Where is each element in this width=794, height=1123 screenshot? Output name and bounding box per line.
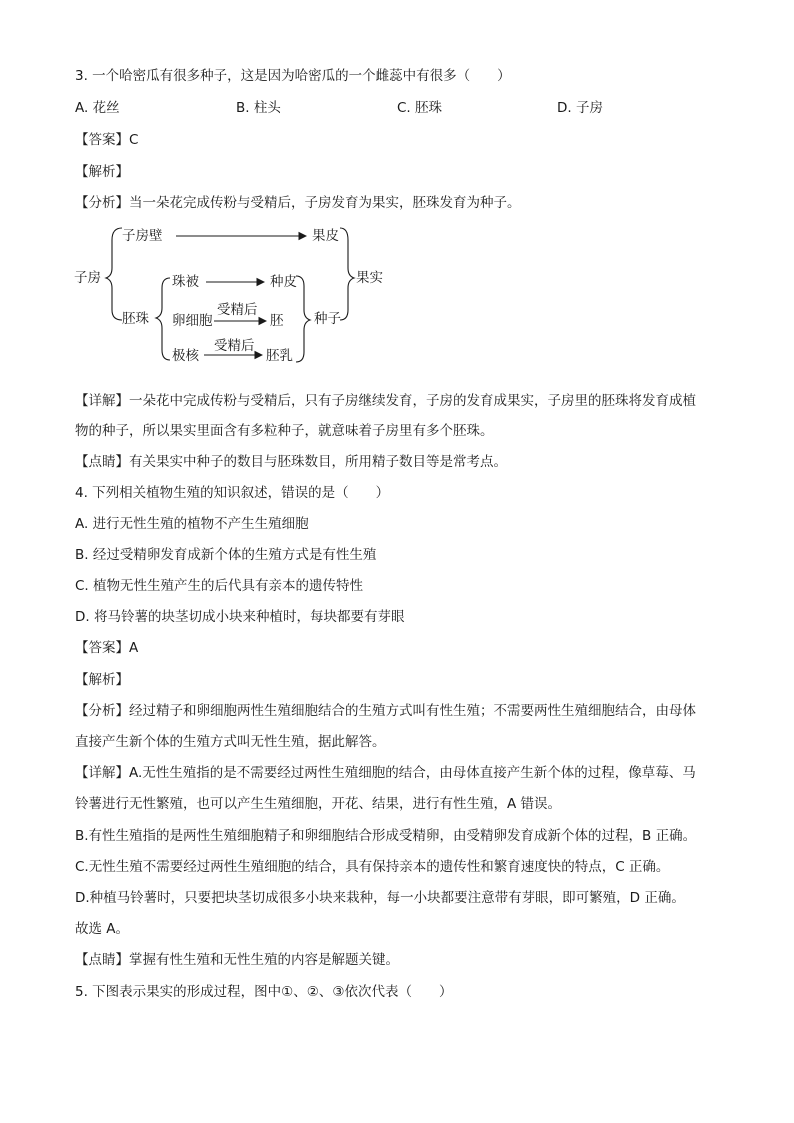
ovary-brace — [106, 228, 122, 320]
label-peel: 果皮 — [312, 228, 339, 244]
q3-xiangjie-2: 物的种子，所以果实里面含有多粒种子，就意味着子房里有多个胚珠。 — [75, 423, 494, 439]
label-embryo: 胚 — [270, 313, 284, 329]
q4-xiangjie-1: 【详解】A.无性生殖指的是不需要经过两性生殖细胞的结合，由母体直接产生新个体的过程，像草莓、马 — [75, 765, 696, 781]
q4-fenxi-2: 直接产生新个体的生殖方式叫无性生殖，据此解答。 — [75, 734, 386, 750]
q4-analysis-label: 【解析】 — [75, 672, 129, 688]
q3-dianjing: 【点睛】有关果实中种子的数目与胚珠数目，所用精子数目等是常考点。 — [75, 454, 507, 470]
label-after-fertilization-2: 受精后 — [214, 338, 255, 354]
label-fruit: 果实 — [356, 270, 383, 286]
q4-option-a: A. 进行无性生殖的植物不产生生殖细胞 — [75, 516, 309, 532]
q3-option-a: A. 花丝 — [75, 100, 120, 116]
q4-b-line: B.有性生殖指的是两性生殖细胞精子和卵细胞结合形成受精卵，由受精卵发育成新个体的过程，B 正确。 — [75, 828, 697, 844]
q4-stem: 4. 下列相关植物生殖的知识叙述，错误的是（ ） — [75, 485, 390, 501]
q3-option-b: B. 柱头 — [236, 100, 281, 116]
label-polar-nuclei: 极核 — [172, 348, 199, 364]
q5-stem: 5. 下图表示果实的形成过程，图中①、②、③依次代表（ ） — [75, 984, 453, 1000]
ovule-brace — [156, 278, 170, 360]
fruit-formation-diagram — [74, 222, 394, 382]
label-ovary: 子房 — [74, 270, 101, 286]
q3-option-c: C. 胚珠 — [397, 100, 443, 116]
q4-option-b: B. 经过受精卵发育成新个体的生殖方式是有性生殖 — [75, 547, 377, 563]
q4-option-d: D. 将马铃薯的块茎切成小块来种植时，每块都要有芽眼 — [75, 609, 405, 625]
label-seed-coat: 种皮 — [270, 274, 297, 290]
q4-c-line: C.无性生殖不需要经过两性生殖细胞的结合，具有保持亲本的遗传性和繁育速度快的特点，C 正确。 — [75, 859, 670, 875]
label-integument: 珠被 — [172, 274, 199, 290]
seed-brace — [296, 276, 310, 362]
q3-xiangjie-1: 【详解】一朵花中完成传粉与受精后，只有子房继续发育，子房的发育成果实，子房里的胚珠将发育成植 — [75, 393, 696, 409]
q4-d-line: D.种植马铃薯时，只要把块茎切成很多小块来栽种，每一小块都要注意带有芽眼，即可繁殖，D 正确。 — [75, 890, 685, 906]
q3-option-d: D. 子房 — [557, 100, 603, 116]
q4-option-c: C. 植物无性生殖产生的后代具有亲本的遗传特性 — [75, 578, 364, 594]
q4-conclusion: 故选 A。 — [75, 921, 130, 937]
q3-fenxi: 【分析】当一朵花完成传粉与受精后，子房发育为果实，胚珠发育为种子。 — [75, 195, 521, 211]
q4-xiangjie-2: 铃薯进行无性繁殖，也可以产生生殖细胞，开花、结果，进行有性生殖，A 错误。 — [75, 796, 562, 812]
fruit-brace — [340, 228, 354, 320]
label-after-fertilization-1: 受精后 — [217, 302, 258, 318]
q3-answer: 【答案】C — [75, 132, 139, 148]
q4-answer: 【答案】A — [75, 640, 139, 656]
label-ovary-wall: 子房壁 — [122, 228, 163, 244]
q4-fenxi-1: 【分析】经过精子和卵细胞两性生殖细胞结合的生殖方式叫有性生殖；不需要两性生殖细胞结合，由母体 — [75, 703, 696, 719]
q4-dianjing: 【点睛】掌握有性生殖和无性生殖的内容是解题关键。 — [75, 952, 399, 968]
q3-analysis-label: 【解析】 — [75, 164, 129, 180]
label-endosperm: 胚乳 — [266, 348, 293, 364]
label-seed: 种子 — [314, 311, 341, 327]
label-ovule: 胚珠 — [122, 311, 149, 327]
q3-stem: 3. 一个哈密瓜有很多种子，这是因为哈密瓜的一个雌蕊中有很多（ ） — [75, 68, 511, 84]
label-egg-cell: 卵细胞 — [172, 313, 213, 329]
